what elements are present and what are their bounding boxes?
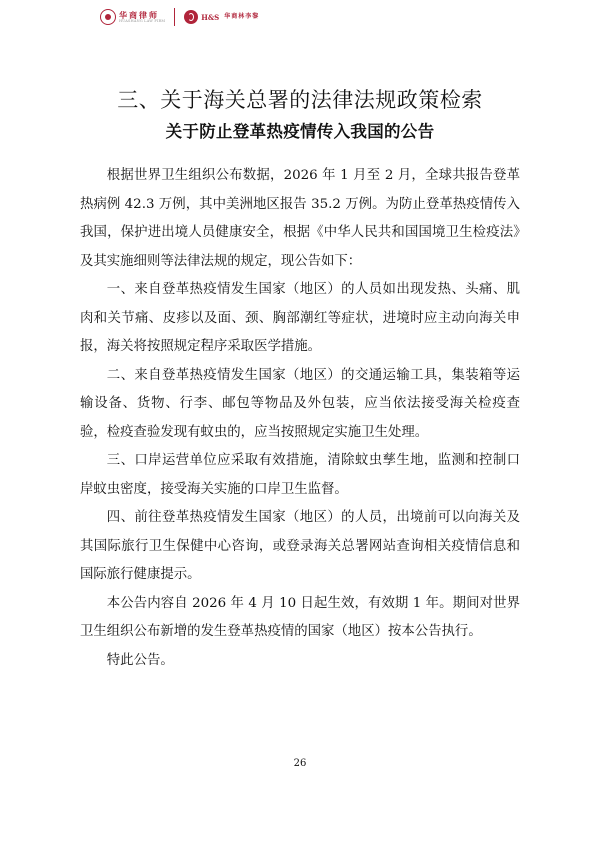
huashang-logo: [100, 9, 165, 25]
paragraph-item-3: 三、口岸运营单位应采取有效措施，清除蚊虫孳生地，监测和控制口岸蚊虫密度，接受海关实施的口岸卫生监督。: [80, 453, 520, 497]
paragraph-effective-date: 本公告内容自 2026 年 4 月 10 日起生效，有效期 1 年。期间对世界卫生组织公布新增的发生登革热疫情的国家（地区）按本公告执行。: [80, 595, 520, 639]
document-title: 关于防止登革热疫情传入我国的公告: [165, 121, 435, 141]
hs-logo: [184, 10, 259, 24]
section-title: 三、关于海关总署的法律法规政策检索: [117, 88, 483, 113]
paragraph-item-2: 二、来自登革热疫情发生国家（地区）的交通运输工具，集装箱等运输设备、货物、行李、邮包等物品及外包装，应当依法接受海关检疫查验，检疫查验发现有蚊虫的，应当按照规定实施卫生处理。: [80, 367, 520, 440]
page-header: [100, 8, 259, 26]
huashang-logo-icon: [100, 9, 116, 25]
huashang-logo-subtext: HUASHANG LAW FIRM: [119, 18, 166, 23]
hs-logo-subtext: 华商林李黎: [224, 13, 260, 20]
paragraph-intro: 根据世界卫生组织公布数据，2026 年 1 月至 2 月，全球共报告登革热病例 42.3 万例，其中美洲地区报告 35.2 万例。为防止登革热疫情传入我国，保护进出境人员健康安全，根据《中华人民共和国国境卫生检疫法》及其实施细则等法律法规的规定，现公告如下：: [80, 168, 520, 269]
huashang-logo-text: 华商律师: [119, 9, 159, 20]
paragraph-closing: 特此公告。: [106, 652, 174, 668]
paragraph-item-4: 四、前往登革热疫情发生国家（地区）的人员，出境前可以向海关及其国际旅行卫生保健中心咨询，或登录海关总署网站查询相关疫情信息和国际旅行健康提示。: [80, 510, 520, 582]
document-body: [80, 162, 520, 675]
paragraph-item-1: 一、来自登革热疫情发生国家（地区）的人员如出现发热、头痛、肌肉和关节痛、皮疹以及面、颈、胸部潮红等症状，进境时应主动向海关申报，海关将按照规定程序采取医学措施。: [80, 282, 520, 354]
hs-logo-text: H&S: [201, 12, 220, 22]
hs-logo-icon: [184, 10, 198, 24]
header-divider: [174, 8, 175, 26]
page-number: 26: [293, 758, 307, 769]
